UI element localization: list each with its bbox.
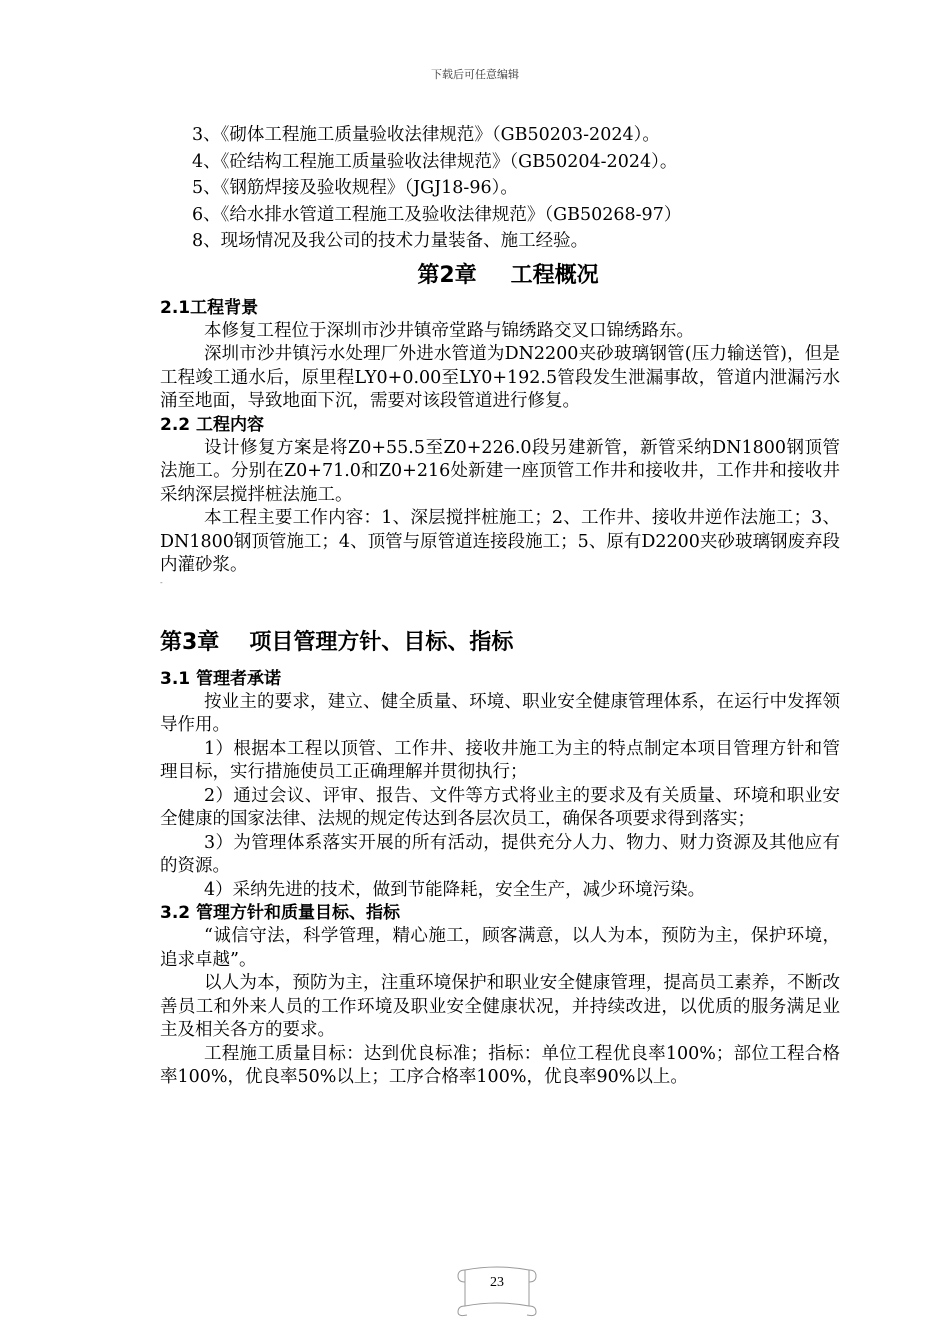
reference-item: 3、《砌体工程施工质量验收法律规范》（GB50203-2024）。	[192, 125, 660, 145]
paragraph: “诚信守法，科学管理，精心施工，顾客满意，以人为本，预防为主，保护环境，追求卓越”。	[160, 926, 840, 970]
paragraph: 3）为管理体系落实开展的所有活动，提供充分人力、物力、财力资源及其他应有的资源。	[160, 832, 840, 876]
reference-list	[160, 122, 840, 255]
page-header: 下载后可任意编辑	[431, 68, 519, 81]
paragraph: 本修复工程位于深圳市沙井镇帝堂路与锦绣路交叉口锦绣路东。	[204, 320, 694, 341]
section-heading: 2.1工程背景	[160, 297, 259, 318]
chapter-title: 工程概况	[510, 262, 599, 288]
paragraph: 以人为本，预防为主，注重环境保护和职业安全健康管理，提高员工素养，不断改善员工和外来人员的工作环境及职业安全健康状况，并持续改进，以优质的服务满足业主及相关各方的要求。	[160, 973, 840, 1040]
reference-item: 6、《给水排水管道工程施工及验收法律规范》（GB50268-97）	[192, 204, 682, 225]
reference-item: 4、《砼结构工程施工质量验收法律规范》（GB50204-2024）。	[192, 151, 678, 172]
section-heading: 3.1 管理者承诺	[160, 668, 282, 689]
reference-item: 5、《钢筋焊接及验收规程》（JGJ18-96）。	[192, 178, 518, 198]
reference-item: 8、现场情况及我公司的技术力量装备、施工经验。	[192, 231, 589, 251]
section-heading: 3.2 管理方针和质量目标、指标	[160, 903, 401, 923]
paragraph: 设计修复方案是将Z0+55.5至Z0+226.0段另建新管，新管采纳DN1800钢顶管法施工。分别在Z0+71.0和Z0+216处新建一座顶管工作井和接收井，工作井和接收井采纳深层搅拌桩法施工。	[160, 437, 840, 505]
chapter-2-heading	[160, 261, 840, 291]
paragraph: 1）根据本工程以顶管、工作井、接收井施工为主的特点制定本项目管理方针和管理目标，实行措施使员工正确理解并贯彻执行；	[160, 738, 840, 782]
section-heading: 2.2 工程内容	[160, 414, 265, 435]
paragraph: 4）采纳先进的技术，做到节能降耗，安全生产，减少环境污染。	[204, 879, 706, 900]
chapter-3-heading	[160, 628, 840, 658]
paragraph: 本工程主要工作内容：1、深层搅拌桩施工；2、工作井、接收井逆作法施工；3、DN1800钢顶管施工；4、顶管与原管道连接段施工；5、原有D2200夹砂玻璃钢废弃段内灌砂浆。	[160, 508, 840, 575]
stray-mark: -	[160, 577, 163, 587]
page-number-scroll	[455, 1262, 539, 1318]
paragraph: 2）通过会议、评审、报告、文件等方式将业主的要求及有关质量、环境和职业安全健康的国家法律、法规的规定传达到各层次员工，确保各项要求得到落实；	[160, 785, 840, 829]
paragraph: 按业主的要求，建立、健全质量、环境、职业安全健康管理体系，在运行中发挥领导作用。	[160, 691, 840, 735]
paragraph: 深圳市沙井镇污水处理厂外进水管道为DN2200夹砂玻璃钢管(压力输送管)，但是工程竣工通水后，原里程LY0+0.00至LY0+192.5管段发生泄漏事故，管道内泄漏污水涌至地面，导致地面下沉，需要对该段管道进行修复。	[160, 344, 840, 411]
page-number: 23	[490, 1275, 504, 1290]
chapter-number: 第2章	[417, 262, 477, 288]
chapter-number: 第3章	[160, 629, 220, 655]
paragraph: 工程施工质量目标：达到优良标准；指标：单位工程优良率100%；部位工程合格率100%，优良率50%以上；工序合格率100%，优良率90%以上。	[160, 1043, 840, 1087]
chapter-title: 项目管理方针、目标、指标	[249, 629, 514, 655]
document-body	[160, 122, 840, 1090]
